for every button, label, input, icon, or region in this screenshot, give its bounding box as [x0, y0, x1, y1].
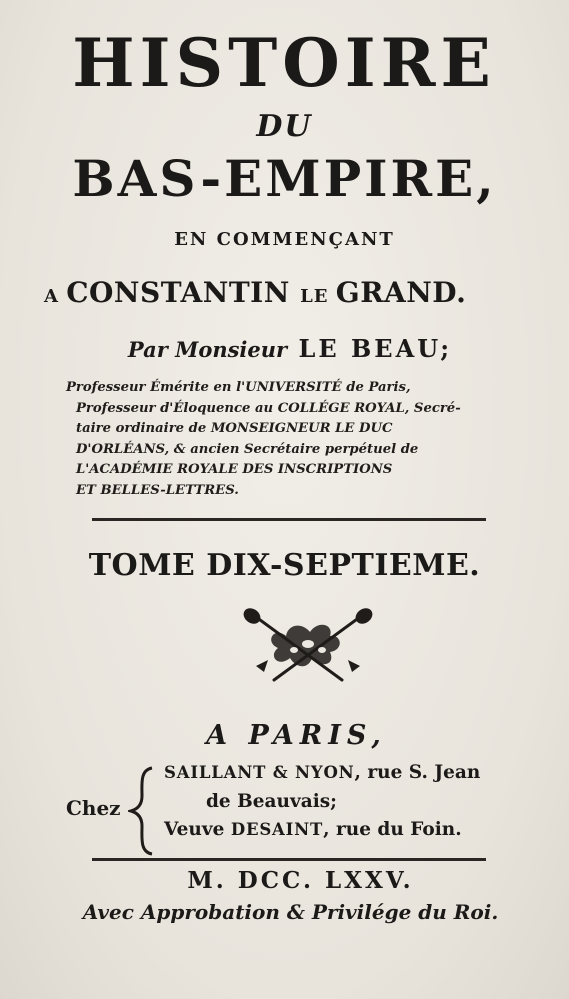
publisher-desaint: DESAINT — [230, 820, 324, 839]
author-name: LE BEAU; — [287, 334, 453, 363]
author-credits — [66, 378, 546, 501]
crossed-torches-ornament-icon — [238, 606, 378, 688]
volume-title: TOME DIX-SEPTIEME. — [88, 548, 481, 583]
imprint-chez: Chez — [66, 796, 121, 820]
title-bas-empire: BAS-EMPIRE, — [72, 149, 497, 208]
publisher-line-3 — [164, 817, 462, 843]
subtitle-en-commencant: EN COMMENÇANT — [174, 229, 395, 250]
subtitle-le: LE — [300, 286, 336, 307]
publisher-veuve: Veuve — [164, 819, 231, 840]
publisher-address-3: , rue du Foin. — [323, 819, 462, 840]
subtitle-a: A — [44, 286, 67, 307]
subtitle-constantin-name: CONSTANTIN — [66, 276, 301, 309]
subtitle-constantin — [30, 276, 564, 314]
divider-rule — [92, 518, 486, 521]
title-du: DU — [256, 109, 313, 144]
publisher-line-2: de Beauvais; — [206, 791, 337, 812]
publisher-line-1 — [164, 760, 480, 786]
publisher-saillant-nyon: SAILLANT & NYON — [164, 763, 355, 782]
author-par: Par Monsieur — [127, 337, 288, 362]
credit-line: Professeur d'Éloquence au COLLÉGE ROYAL, Secré- — [76, 400, 461, 416]
curly-brace-icon — [128, 766, 158, 856]
publication-date: M. DCC. LXXV. — [187, 867, 414, 894]
credit-line: L'ACADÉMIE ROYALE DES INSCRIPTIONS — [76, 462, 393, 477]
divider-rule — [92, 858, 486, 861]
credit-line: Professeur Émérite en l'UNIVERSITÉ de Paris, — [66, 380, 411, 395]
imprint-city: A PARIS, — [206, 720, 387, 751]
credit-line: taire ordinaire de MONSEIGNEUR LE DUC — [76, 421, 393, 436]
credit-line: D'ORLÉANS, & ancien Secrétaire perpétuel de — [76, 441, 419, 457]
approbation-line: Avec Approbation & Privilége du Roi. — [82, 900, 499, 924]
title-histoire: HISTOIRE — [72, 24, 496, 102]
credit-line: ET BELLES-LETTRES. — [76, 482, 239, 498]
author-line — [40, 336, 540, 363]
publisher-address-1: , rue S. Jean — [354, 762, 481, 783]
subtitle-grand: GRAND. — [335, 276, 467, 309]
